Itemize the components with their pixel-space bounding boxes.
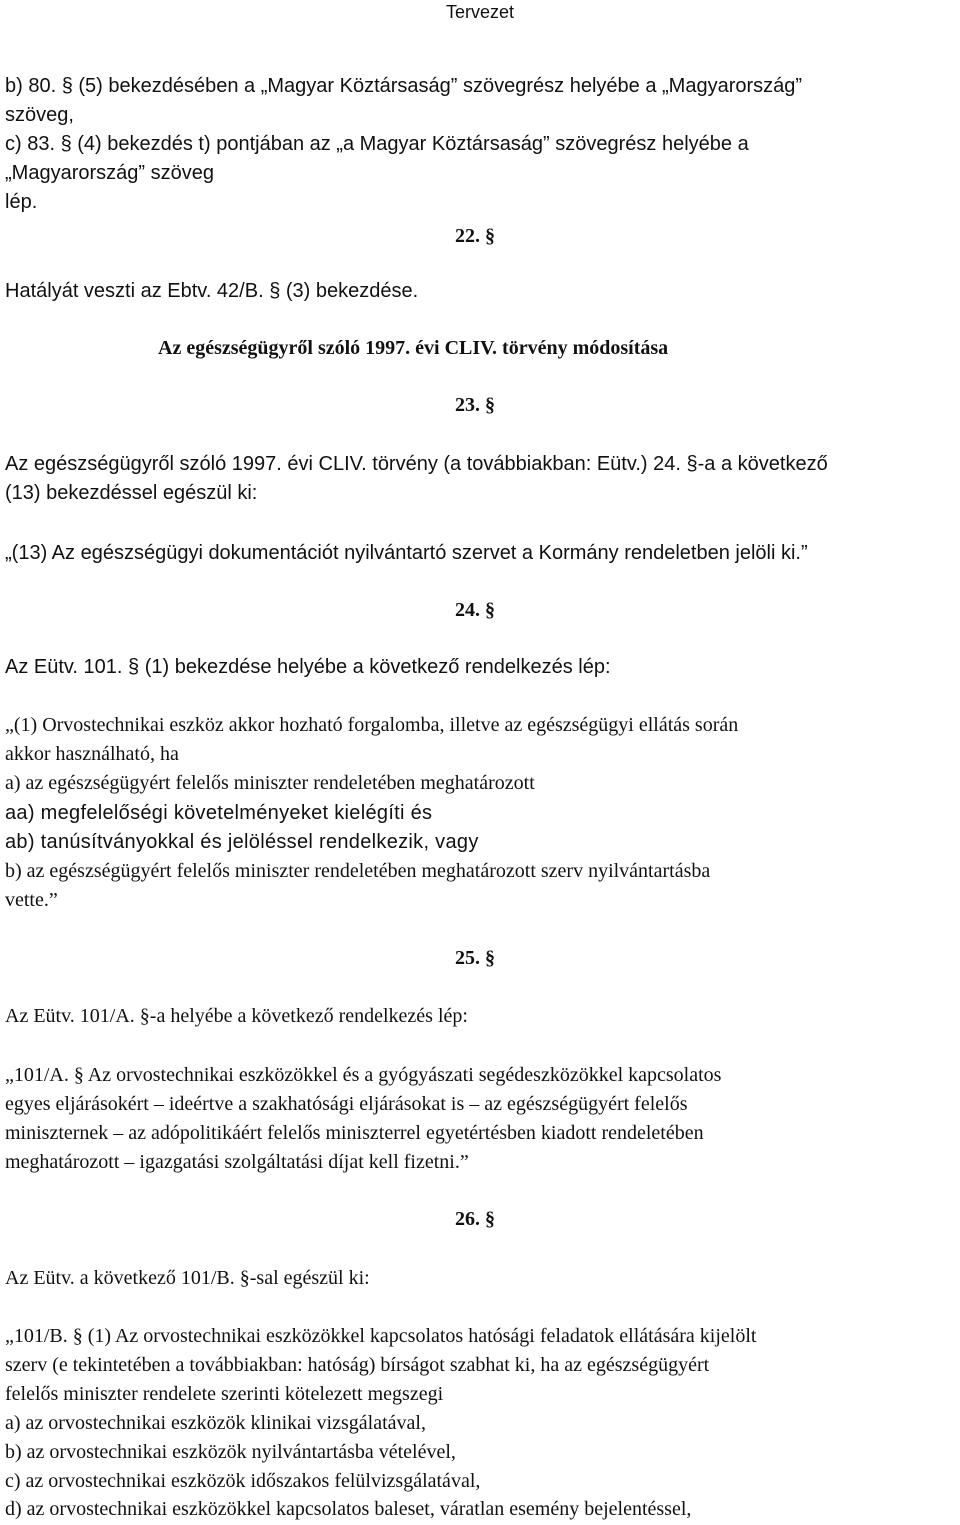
text-line: Az egészségügyről szóló 1997. évi CLIV. törvény (a továbbiakban: Eütv.) 24. §-a a következő bbox=[5, 453, 828, 475]
text-line: szerv (e tekintetében a továbbiakban: hatóság) bírságot szabhat ki, ha az egészségügyért bbox=[5, 1354, 710, 1376]
text-line: c) 83. § (4) bekezdés t) pontjában az „a Magyar Köztársaság” szövegrész helyébe a bbox=[5, 133, 749, 155]
section-heading: 22. § bbox=[455, 225, 495, 247]
text-line: Az Eütv. 101. § (1) bekezdése helyébe a következő rendelkezés lép: bbox=[5, 656, 611, 678]
section-heading: 26. § bbox=[455, 1208, 495, 1230]
section-heading: 23. § bbox=[455, 394, 495, 416]
text-line: szöveg, bbox=[5, 104, 74, 126]
text-line: „101/B. § (1) Az orvostechnikai eszközökkel kapcsolatos hatósági feladatok ellátására kijelölt bbox=[5, 1325, 757, 1347]
text-line: (13) bekezdéssel egészül ki: bbox=[5, 482, 258, 504]
text-line: Hatályát veszti az Ebtv. 42/B. § (3) bekezdése. bbox=[5, 280, 419, 302]
text-line: a) az egészségügyért felelős miniszter rendeletében meghatározott bbox=[5, 772, 535, 794]
text-line: „(13) Az egészségügyi dokumentációt nyilvántartó szervet a Kormány rendeletben jelöli ki.” bbox=[5, 542, 808, 564]
text-line: „Magyarország” szöveg bbox=[5, 162, 214, 184]
text-line: d) az orvostechnikai eszközökkel kapcsolatos baleset, váratlan esemény bejelentéssel, bbox=[5, 1498, 692, 1520]
text-line: a) az orvostechnikai eszközök klinikai vizsgálatával, bbox=[5, 1412, 426, 1434]
section-heading: 25. § bbox=[455, 947, 495, 969]
text-line: akkor használható, ha bbox=[5, 743, 179, 765]
text-line: Az Eütv. a következő 101/B. §-sal egészül ki: bbox=[5, 1267, 370, 1289]
text-line: meghatározott – igazgatási szolgáltatási díjat kell fizetni.” bbox=[5, 1151, 469, 1173]
text-line: ab) tanúsítványokkal és jelöléssel rendelkezik, vagy bbox=[5, 831, 479, 853]
text-line: „(1) Orvostechnikai eszköz akkor hozható forgalomba, illetve az egészségügyi ellátás során bbox=[5, 714, 739, 736]
text-line: miniszternek – az adópolitikáért felelős miniszterrel egyetértésben kiadott rendeletében bbox=[5, 1122, 704, 1144]
text-line: Az Eütv. 101/A. §-a helyébe a következő rendelkezés lép: bbox=[5, 1005, 468, 1027]
text-line: b) az egészségügyért felelős miniszter rendeletében meghatározott szerv nyilvántartásba bbox=[5, 860, 711, 882]
text-line: c) az orvostechnikai eszközök időszakos felülvizsgálatával, bbox=[5, 1470, 481, 1492]
text-line: vette.” bbox=[5, 889, 58, 911]
section-heading: 24. § bbox=[455, 599, 495, 621]
page-header: Tervezet bbox=[445, 2, 515, 22]
text-line: aa) megfelelőségi követelményeket kielégíti és bbox=[5, 802, 433, 824]
text-line: lép. bbox=[5, 191, 38, 213]
text-line: felelős miniszter rendelete szerinti kötelezett megszegi bbox=[5, 1383, 444, 1405]
text-line: b) 80. § (5) bekezdésében a „Magyar Köztársaság” szövegrész helyébe a „Magyarország” bbox=[5, 75, 803, 97]
text-line: b) az orvostechnikai eszközök nyilvántartásba vételével, bbox=[5, 1441, 456, 1463]
text-line: egyes eljárásokért – ideértve a szakhatósági eljárásokat is – az egészségügyért felelős bbox=[5, 1093, 688, 1115]
text-line: „101/A. § Az orvostechnikai eszközökkel és a gyógyászati segédeszközökkel kapcsolatos bbox=[5, 1064, 722, 1086]
chapter-title: Az egészségügyről szóló 1997. évi CLIV. törvény módosítása bbox=[158, 337, 669, 359]
